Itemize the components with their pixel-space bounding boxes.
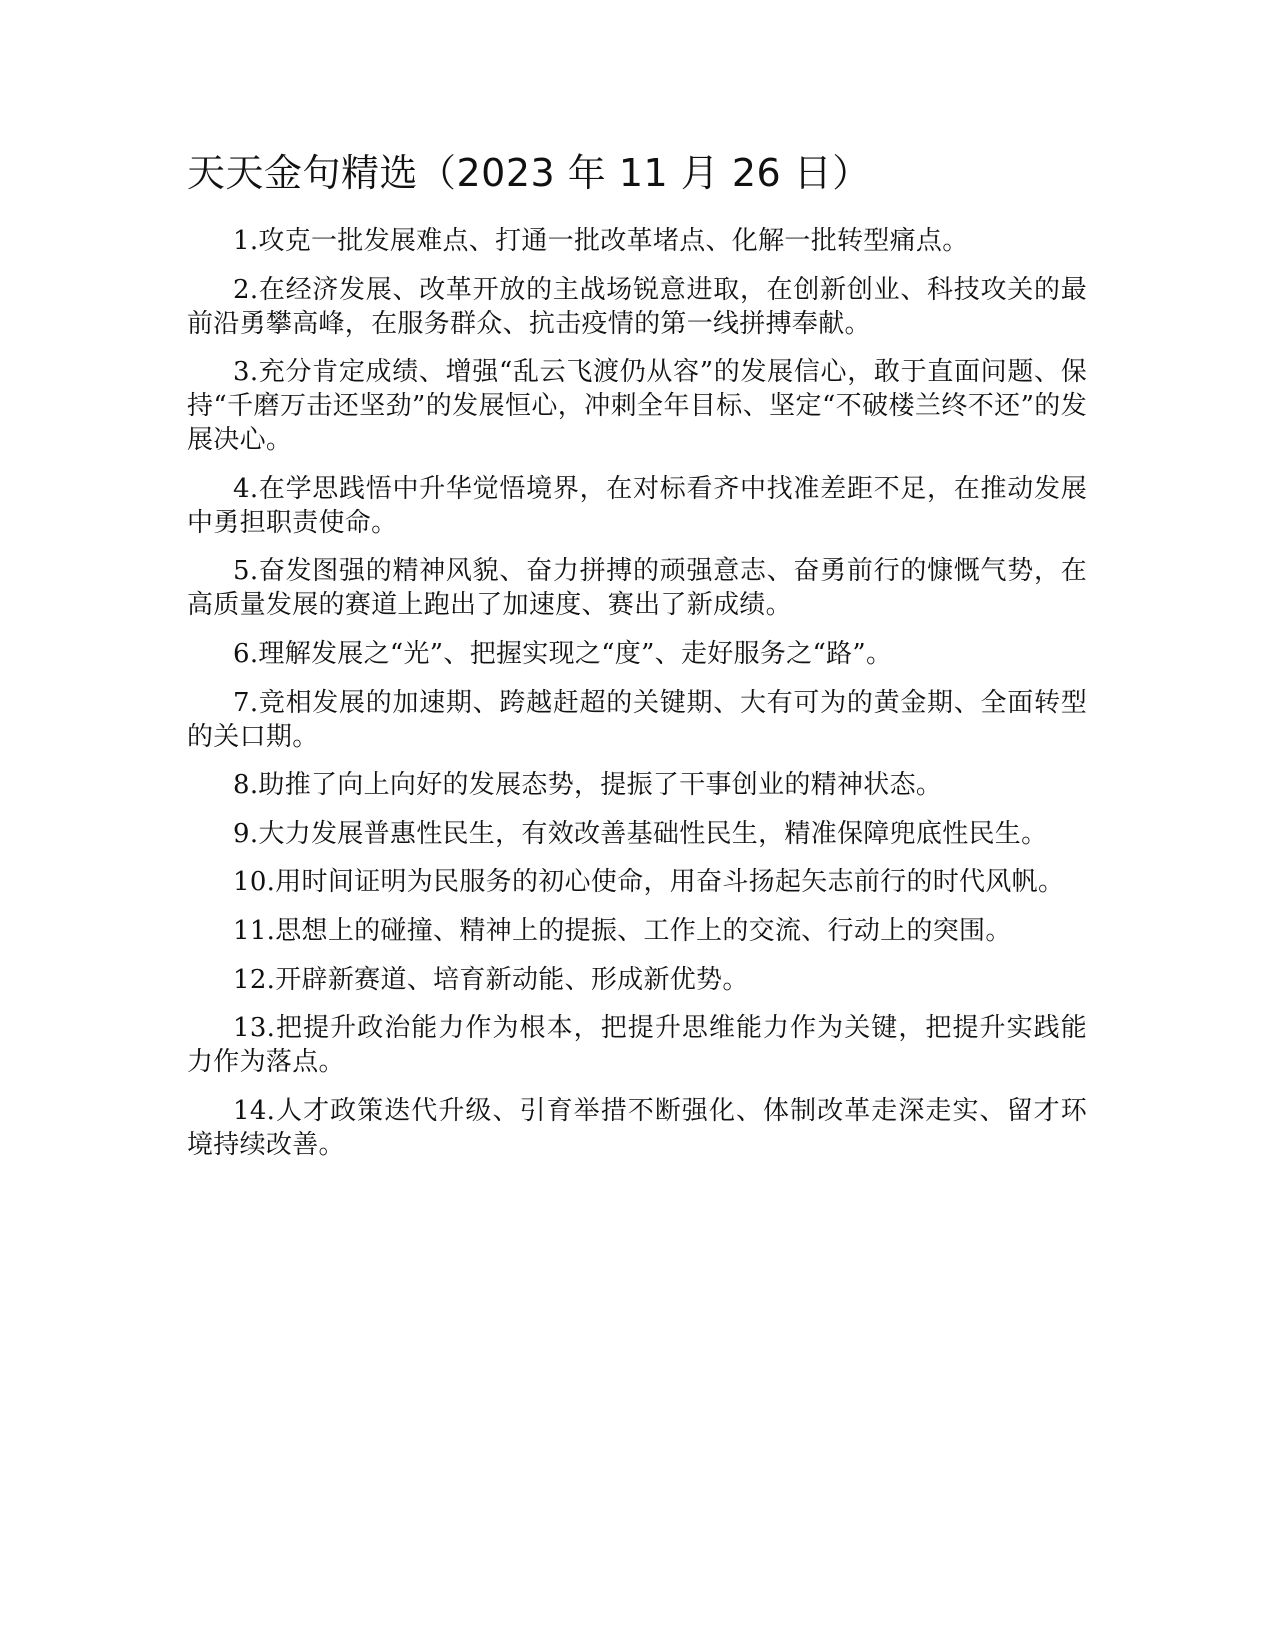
quote-item: 7.竞相发展的加速期、跨越赶超的关键期、大有可为的黄金期、全面转型的关口期。 bbox=[187, 687, 1087, 752]
document-title: 天天金句精选（2023 年 11 月 26 日） bbox=[187, 151, 871, 195]
quote-item: 12.开辟新赛道、培育新动能、形成新优势。 bbox=[233, 964, 749, 995]
quote-item: 13.把提升政治能力作为根本，把提升思维能力作为关键，把提升实践能力作为落点。 bbox=[187, 1013, 1087, 1078]
quote-item: 3.充分肯定成绩、增强“乱云飞渡仍从容”的发展信心，敢于直面问题、保持“千磨万击还坚劲”的发展恒心，冲刺全年目标、坚定“不破楼兰终不还”的发展决心。 bbox=[187, 357, 1087, 456]
quote-item: 14.人才政策迭代升级、引育举措不断强化、体制改革走深走实、留才环境持续改善。 bbox=[187, 1095, 1087, 1160]
document-page bbox=[187, 148, 1087, 1176]
quote-list bbox=[187, 224, 1087, 1162]
quote-item: 11.思想上的碰撞、精神上的提振、工作上的交流、行动上的突围。 bbox=[233, 915, 1012, 946]
quote-item: 9.大力发展普惠性民生，有效改善基础性民生，精准保障兜底性民生。 bbox=[233, 818, 1048, 849]
quote-item: 6.理解发展之“光”、把握实现之“度”、走好服务之“路”。 bbox=[233, 638, 893, 669]
quote-item: 2.在经济发展、改革开放的主战场锐意进取，在创新创业、科技攻关的最前沿勇攀高峰，在服务群众、抗击疫情的第一线拼搏奉献。 bbox=[187, 274, 1087, 339]
quote-item: 10.用时间证明为民服务的初心使命，用奋斗扬起矢志前行的时代风帆。 bbox=[233, 867, 1065, 898]
quote-item: 8.助推了向上向好的发展态势，提振了干事创业的精神状态。 bbox=[233, 770, 943, 801]
quote-item: 1.攻克一批发展难点、打通一批改革堵点、化解一批转型痛点。 bbox=[233, 226, 969, 256]
quote-item: 4.在学思践悟中升华觉悟境界，在对标看齐中找准差距不足，在推动发展中勇担职责使命。 bbox=[187, 473, 1087, 538]
quote-item: 5.奋发图强的精神风貌、奋力拼搏的顽强意志、奋勇前行的慷慨气势，在高质量发展的赛道上跑出了加速度、赛出了新成绩。 bbox=[187, 556, 1087, 621]
